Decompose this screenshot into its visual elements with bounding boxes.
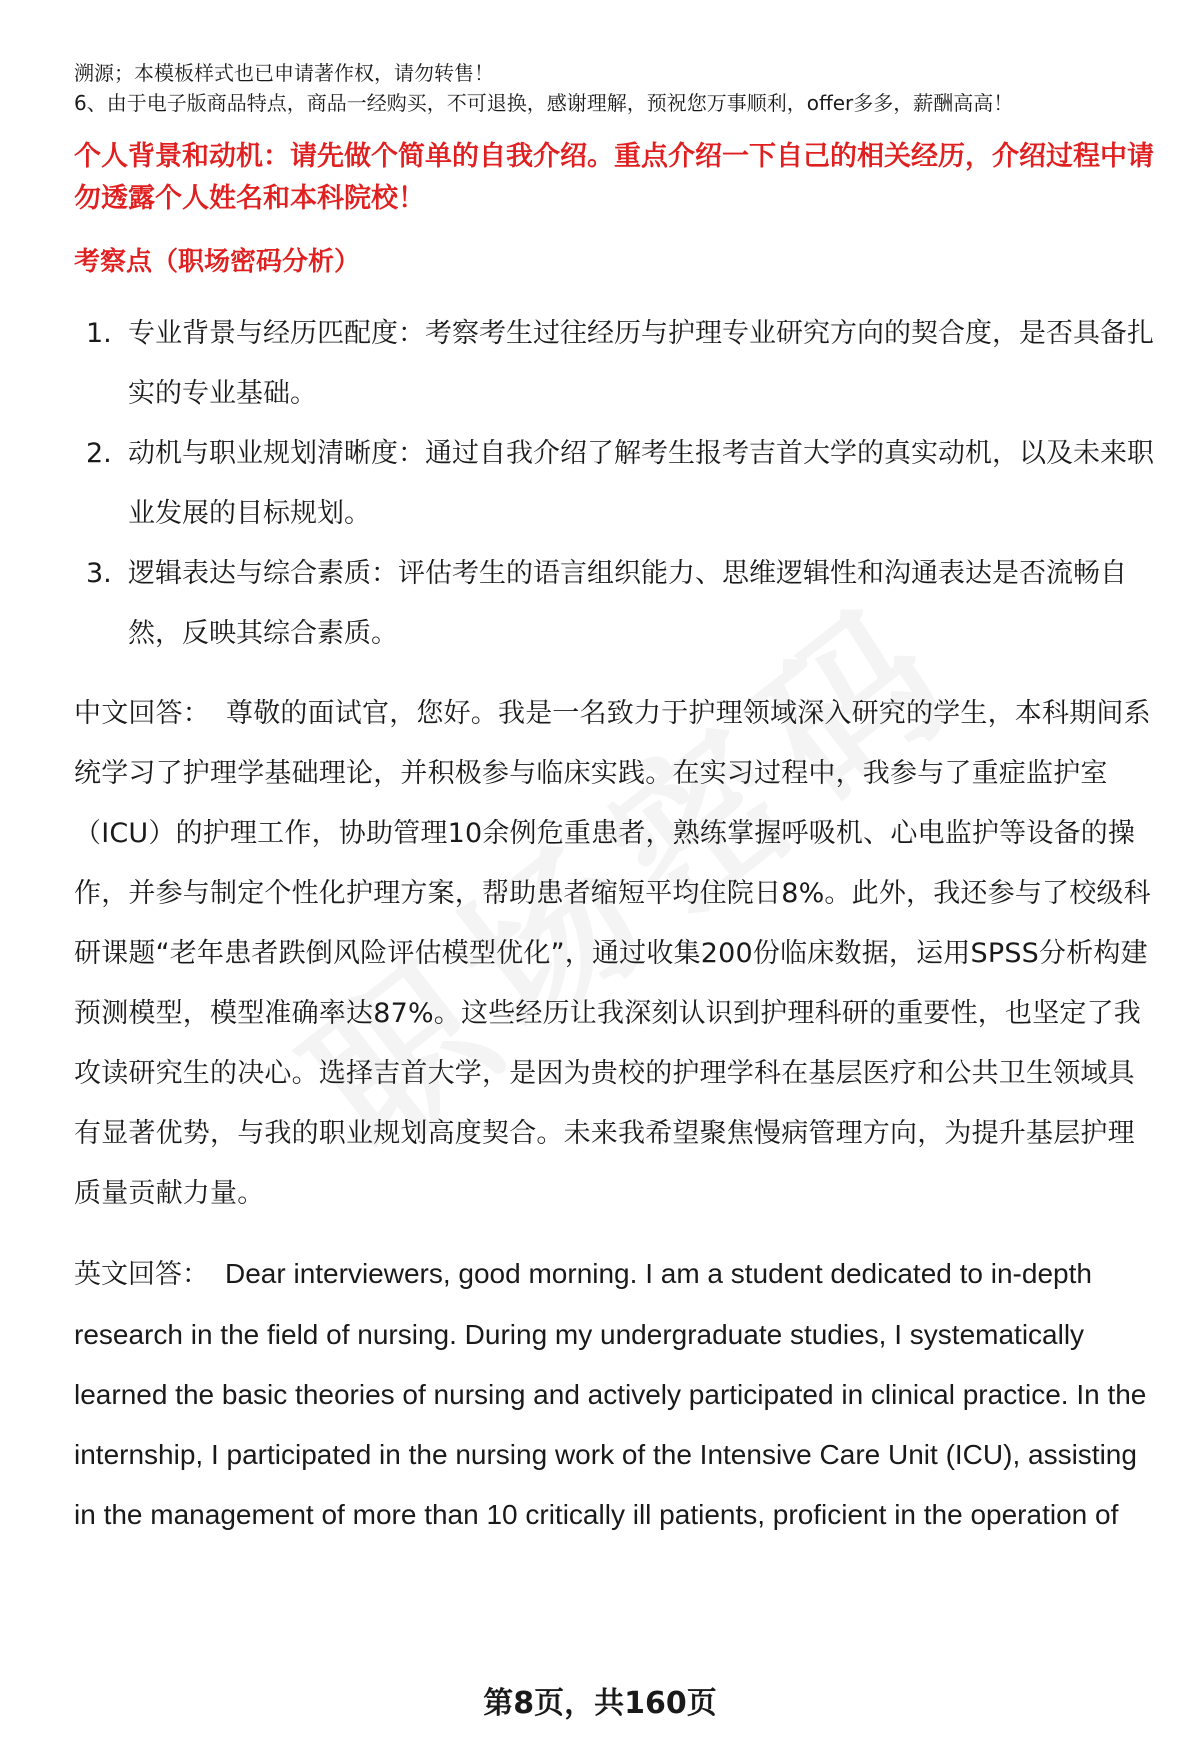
question-heading: 个人背景和动机：请先做个简单的自我介绍。重点介绍一下自己的相关经历，介绍过程中请勿透露个人姓名和本科院校！ bbox=[74, 141, 1154, 214]
chinese-answer bbox=[74, 684, 1159, 1224]
page-number-footer: 第8页，共160页 bbox=[483, 1686, 717, 1721]
english-answer-label: 英文回答： bbox=[74, 1259, 209, 1290]
document-page bbox=[74, 58, 1159, 1545]
assessment-points-list bbox=[74, 304, 1159, 664]
assessment-points-heading: 考察点（职场密码分析） bbox=[74, 247, 361, 277]
list-item-text: 逻辑表达与综合素质：评估考生的语言组织能力、思维逻辑性和沟通表达是否流畅自然，反映其综合素质。 bbox=[128, 558, 1127, 649]
list-item-text: 动机与职业规划清晰度：通过自我介绍了解考生报考吉首大学的真实动机，以及未来职业发展的目标规划。 bbox=[128, 438, 1154, 529]
intro-line-1: 溯源；本模板样式也已申请著作权，请勿转售！ bbox=[74, 61, 494, 85]
list-number: 2. bbox=[86, 438, 112, 469]
english-answer-text: Dear interviewers, good morning. I am a student dedicated to in-depth research in the field of nursing. During my undergraduate studies, I systematically learned the basic theories of nursing and actively participated in clinical practice. In the internship, I participated in the nursing work of the Intensive Care Unit (ICU), assisting in the management of more than 10 critically ill patients, proficient in the operation of bbox=[74, 1258, 1147, 1530]
intro-line-2: 6、由于电子版商品特点，商品一经购买，不可退换，感谢理解，预祝您万事顺利，offer多多，薪酬高高！ bbox=[74, 91, 1014, 115]
chinese-answer-label: 中文回答： bbox=[74, 698, 210, 729]
list-item bbox=[74, 424, 1159, 544]
list-number: 3. bbox=[86, 558, 112, 589]
list-item-text: 专业背景与经历匹配度：考察考生过往经历与护理专业研究方向的契合度，是否具备扎实的专业基础。 bbox=[128, 318, 1154, 409]
list-item bbox=[74, 304, 1159, 424]
list-item bbox=[74, 544, 1159, 664]
list-number: 1. bbox=[86, 318, 112, 349]
english-answer bbox=[74, 1244, 1159, 1545]
chinese-answer-text: 尊敬的面试官，您好。我是一名致力于护理领域深入研究的学生，本科期间系统学习了护理学基础理论，并积极参与临床实践。在实习过程中，我参与了重症监护室（ICU）的护理工作，协助管理10余例危重患者，熟练掌握呼吸机、心电监护等设备的操作，并参与制定个性化护理方案，帮助患者缩短平均住院日8%。此外，我还参与了校级科研课题“老年患者跌倒风险评估模型优化”，通过收集200份临床数据，运用SPSS分析构建预测模型，模型准确率达87%。这些经历让我深刻认识到护理科研的重要性，也坚定了我攻读研究生的决心。选择吉首大学，是因为贵校的护理学科在基层医疗和公共卫生领域具有显著优势，与我的职业规划高度契合。未来我希望聚焦慢病管理方向，为提升基层护理质量贡献力量。 bbox=[74, 698, 1151, 1209]
